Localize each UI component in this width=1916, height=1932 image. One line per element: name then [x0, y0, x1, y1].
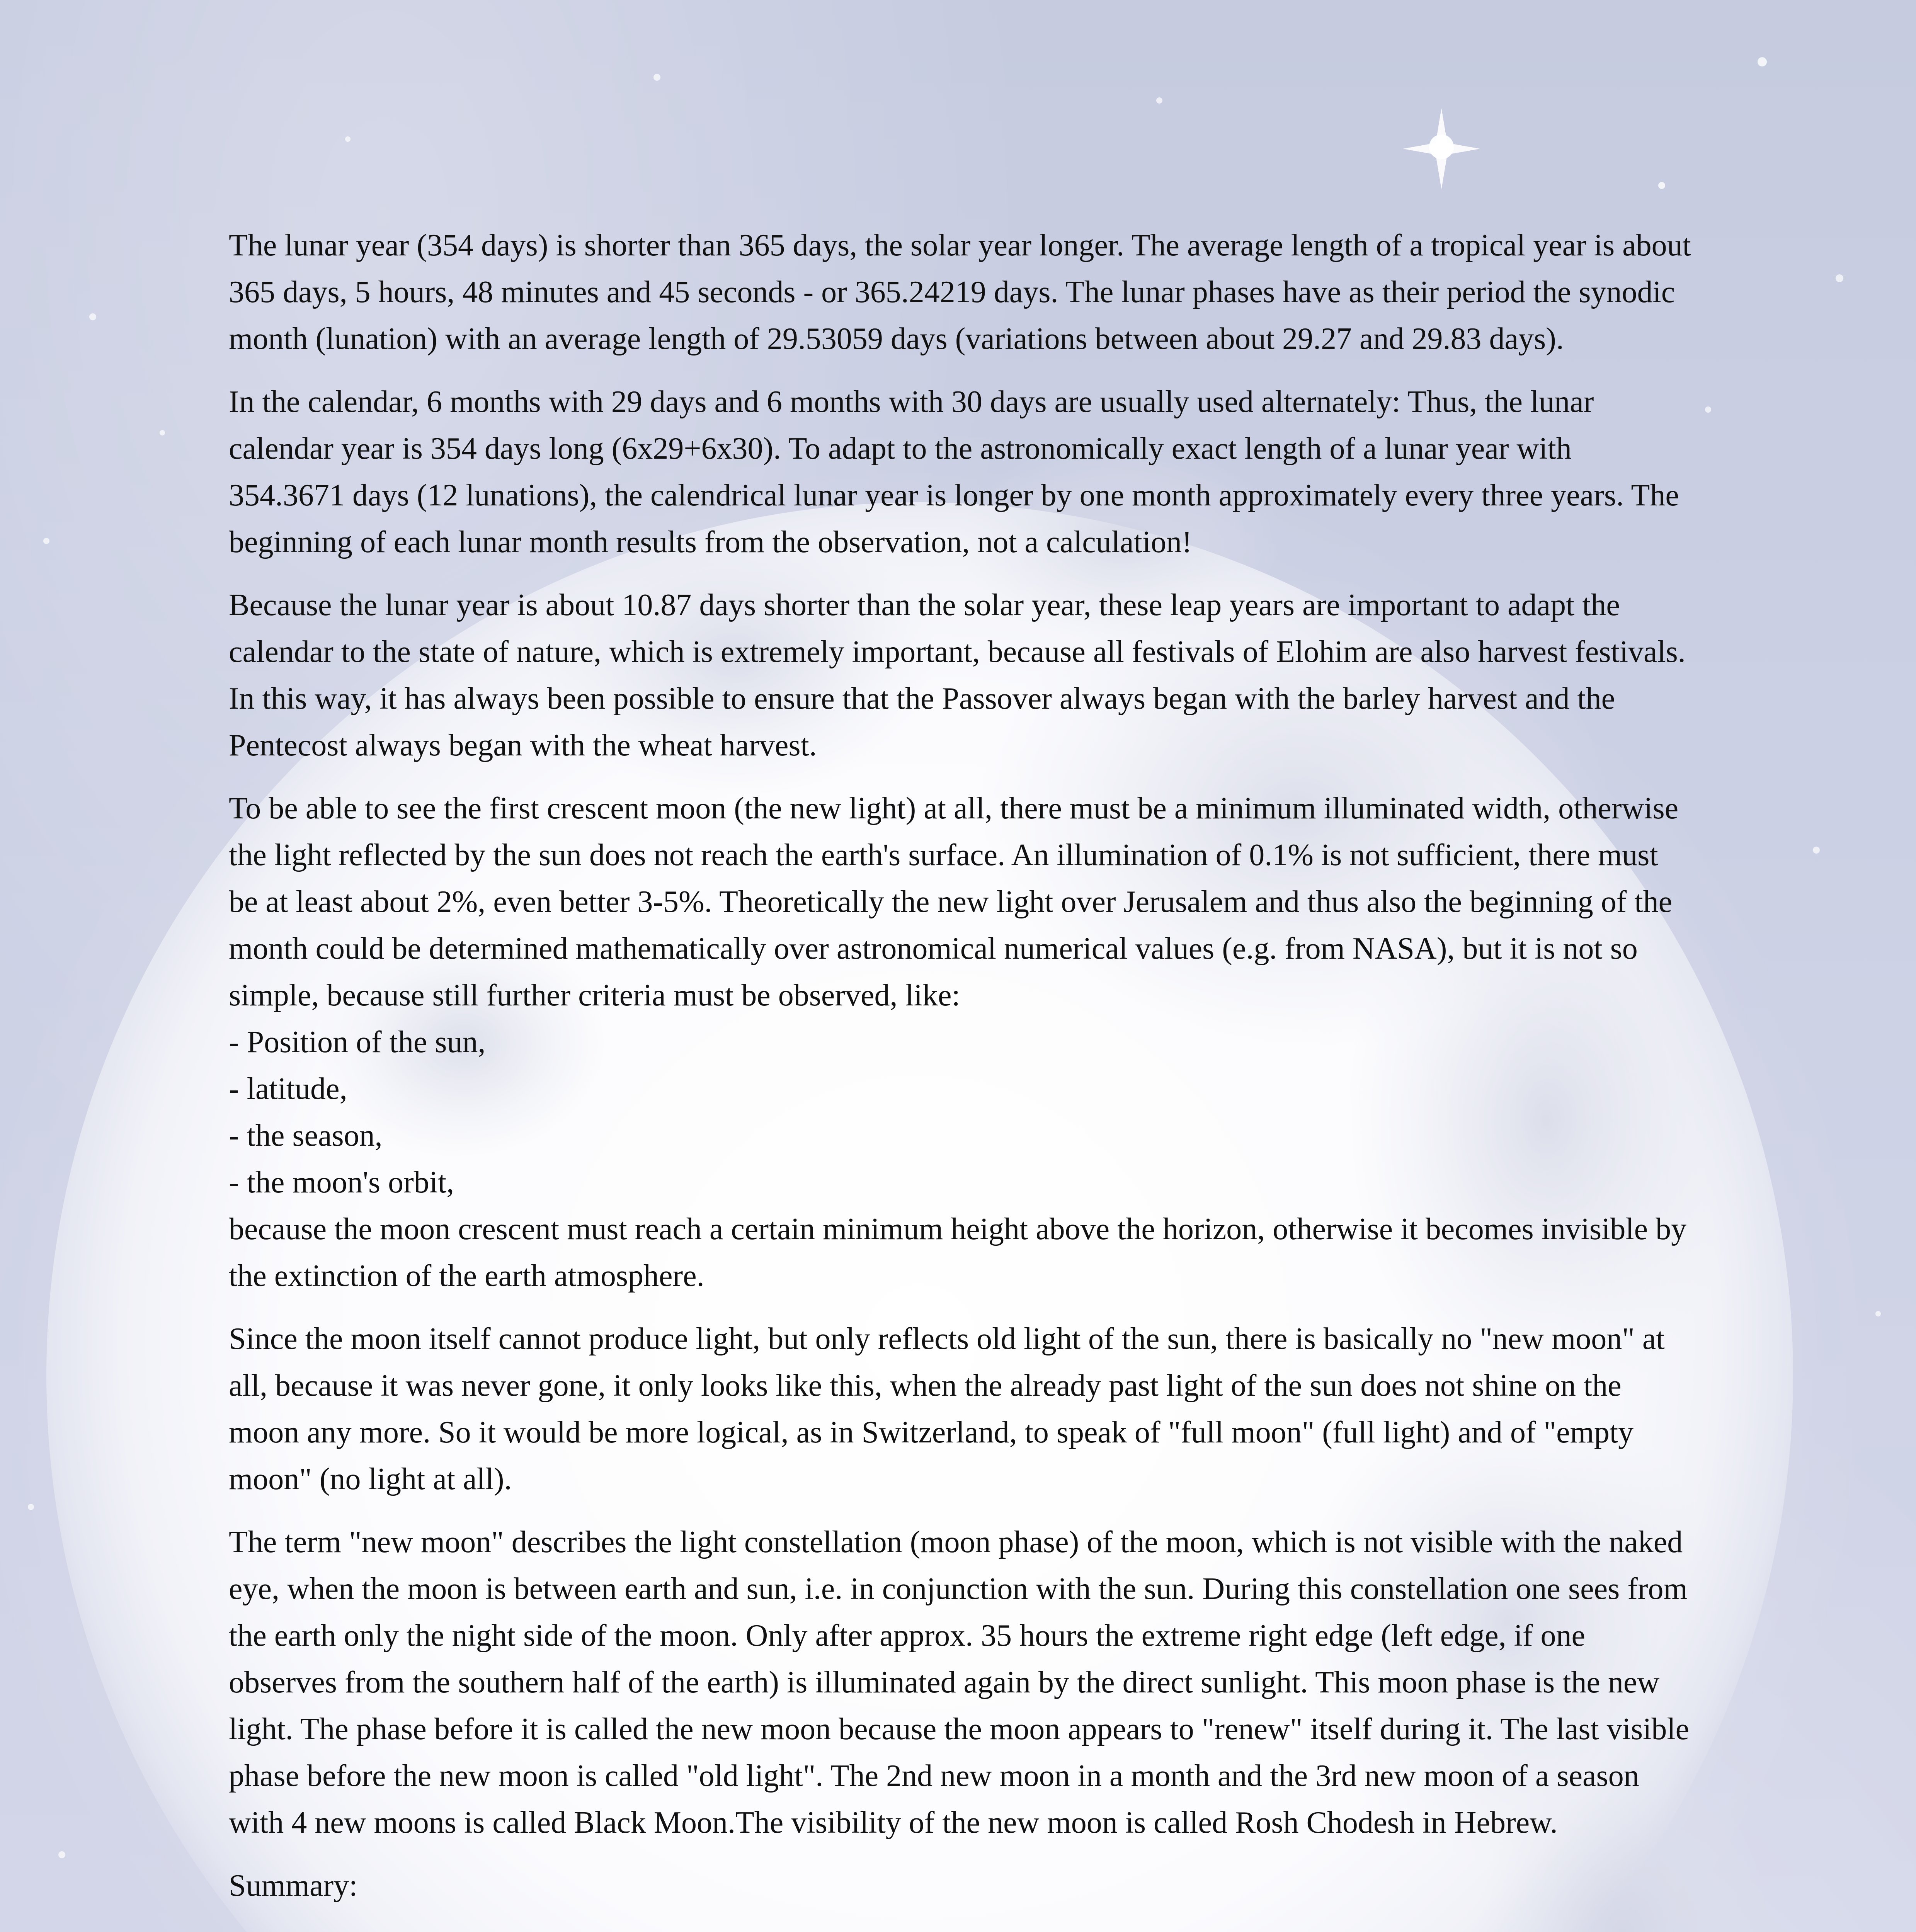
summary-label: Summary:	[229, 1869, 358, 1903]
paragraph-new-moon-term: The term "new moon" describes the light constellation (moon phase) of the moon, which is not visible with the naked eye, when the moon is between earth and sun, i.e. in conjunction with the sun. During this constellation one sees from the earth only the night side of the moon. Only after approx. 35 hours the extreme right edge (left edge, if one observes from the southern half of the earth) is illuminated again by the direct sunlight. This moon phase is the new light. The phase before it is called the new moon because the moon appears to "renew" itself during it. The last visible phase before the new moon is called "old light". The 2nd new moon in a month and the 3rd new moon of a season with 4 new moons is called Black Moon.The visibility of the new moon is called Rosh Chodesh in Hebrew.	[229, 1525, 1690, 1840]
criteria-item: - the season,	[229, 1119, 383, 1153]
crescent-outro: because the moon crescent must reach a certain minimum height above the horizon, otherwise it becomes invisible by the extinction of the earth atmosphere.	[229, 1212, 1687, 1293]
paragraph-calendar: In the calendar, 6 months with 29 days and 6 months with 30 days are usually used alternately: Thus, the lunar calendar year is 354 days long (6x29+6x30). To adapt to the astronomically exact length of a lunar year with 354.3671 days (12 lunations), the calendrical lunar year is longer by one month approximately every three years. The beginning of each lunar month results from the observation, not a calculation!	[229, 385, 1679, 559]
paragraph-new-moon-logic: Since the moon itself cannot produce light, but only reflects old light of the sun, there is basically no "new moon" at all, because it was never gone, it only looks like this, when the already past light of the sun does not shine on the moon any more. So it would be more logical, as in Switzerland, to speak of "full moon" (full light) and of "empty moon" (no light at all).	[229, 1322, 1665, 1496]
paragraph-crescent-moon	[229, 785, 1693, 1299]
paragraph-leap-years: Because the lunar year is about 10.87 days shorter than the solar year, these leap years are important to adapt the calendar to the state of nature, which is extremely important, because all festivals of Elohim are also harvest festivals. In this way, it has always been possible to ensure that the Passover always began with the barley harvest and the Pentecost always began with the wheat harvest.	[229, 588, 1686, 762]
criteria-item: - latitude,	[229, 1072, 347, 1106]
crescent-intro: To be able to see the first crescent moon (the new light) at all, there must be a minimum illuminated width, otherwise the light reflected by the sun does not reach the earth's surface. An illumination of 0.1% is not sufficient, there must be at least about 2%, even better 3-5%. Theoretically the new light over Jerusalem and thus also the beginning of the month could be determined mathematically over astronomical numerical values (e.g. from NASA), but it is not so simple, because still further criteria must be observed, like:	[229, 791, 1679, 1012]
paragraph-lunar-year: The lunar year (354 days) is shorter than 365 days, the solar year longer. The average length of a tropical year is about 365 days, 5 hours, 48 minutes and 45 seconds - or 365.24219 days. The lunar phases have as their period the synodic month (lunation) with an average length of 29.53059 days (variations between about 29.27 and 29.83 days).	[229, 228, 1691, 356]
document-body	[229, 222, 1693, 1932]
summary-item	[345, 1925, 1693, 1932]
criteria-item: - the moon's orbit,	[229, 1165, 454, 1199]
summary-list	[229, 1925, 1693, 1932]
criteria-item: - Position of the sun,	[229, 1025, 486, 1059]
